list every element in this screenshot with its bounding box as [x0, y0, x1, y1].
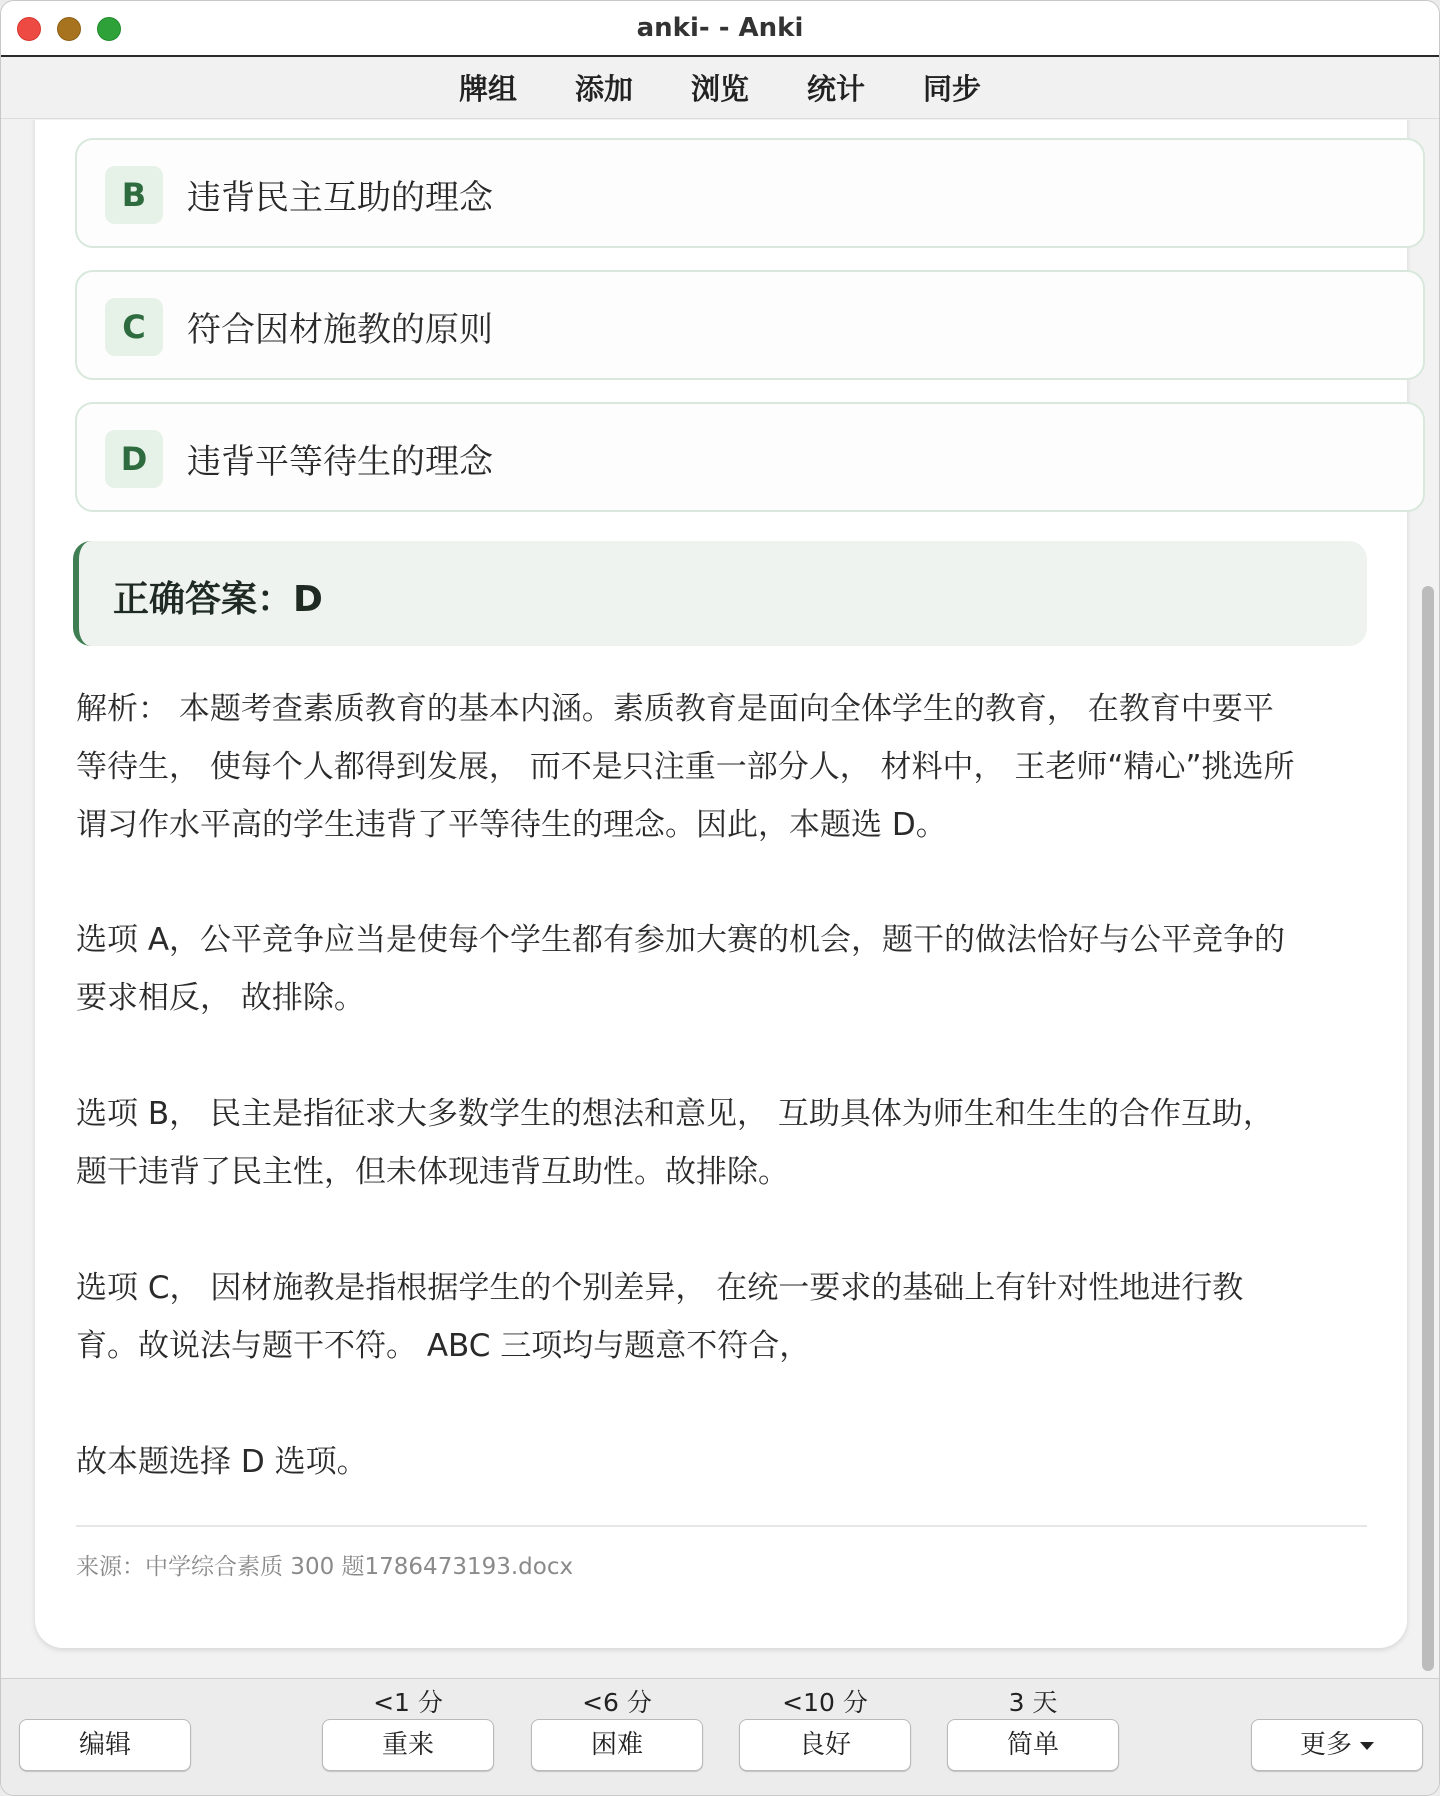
option-text: 符合因材施教的原则 — [187, 310, 493, 350]
hard-interval: <6 分 — [582, 1688, 652, 1717]
more-label: 更多 — [1299, 1730, 1352, 1760]
again-interval: <1 分 — [373, 1688, 443, 1717]
explanation-line: 育。故说法与题干不符。 ABC 三项均与题意不符合， — [76, 1328, 811, 1364]
option-c — [75, 270, 1425, 380]
correct-answer-box — [73, 541, 1367, 646]
explanation-line: 要求相反， 故排除。 — [76, 980, 365, 1016]
explanation-line: 解析： 本题考查素质教育的基本内涵。素质教育是面向全体学生的教育， 在教育中要平 — [76, 691, 1274, 727]
main-toolbar — [1, 57, 1439, 119]
explanation-line: 选项 B， 民主是指征求大多数学生的想法和意见， 互助具体为师生和生生的合作互助， — [76, 1096, 1274, 1132]
explanation-paragraph — [76, 1085, 1376, 1201]
toolbar-sync[interactable]: 同步 — [923, 72, 982, 106]
hard-button[interactable]: 困难 — [531, 1719, 703, 1771]
explanation-line: 等待生， 使每个人都得到发展， 而不是只注重一部分人， 材料中， 王老师“精心”挑选所 — [76, 749, 1295, 785]
toolbar-stats[interactable]: 统计 — [807, 72, 866, 106]
title-bar — [1, 1, 1439, 57]
explanation-line: 故本题选择 D 选项。 — [76, 1444, 368, 1480]
option-text: 违背民主互助的理念 — [187, 178, 493, 218]
again-button[interactable]: 重来 — [322, 1719, 494, 1771]
good-button[interactable]: 良好 — [739, 1719, 911, 1771]
easy-button[interactable]: 简单 — [947, 1719, 1119, 1771]
toolbar-browse[interactable]: 浏览 — [690, 72, 749, 106]
scrollbar-thumb[interactable] — [1422, 586, 1434, 1671]
option-d — [75, 402, 1425, 512]
option-letter: B — [105, 166, 163, 224]
explanation-paragraph — [76, 1259, 1376, 1375]
chevron-down-icon — [1360, 1742, 1374, 1750]
explanation-line: 题干违背了民主性，但未体现违背互助性。故排除。 — [76, 1154, 789, 1190]
explanation-paragraph — [76, 911, 1376, 1027]
explanation-line: 选项 A，公平竞争应当是使每个学生都有参加大赛的机会，题干的做法恰好与公平竞争的 — [76, 922, 1286, 958]
window-title: anki- - Anki — [636, 13, 804, 43]
explanation-line: 选项 C， 因材施教是指根据学生的个别差异， 在统一要求的基础上有针对性地进行教 — [76, 1270, 1244, 1306]
option-letter: D — [105, 430, 163, 488]
correct-answer-label: 正确答案：D — [113, 579, 323, 620]
explanation-line: 谓习作水平高的学生违背了平等待生的理念。因此，本题选 D。 — [76, 807, 947, 843]
toolbar-add[interactable]: 添加 — [574, 72, 633, 106]
good-interval: <10 分 — [782, 1688, 868, 1717]
explanation-paragraph — [76, 680, 1376, 854]
explanation-paragraph — [76, 1433, 1376, 1491]
more-button[interactable] — [1251, 1719, 1423, 1771]
option-letter: C — [105, 298, 163, 356]
option-b — [75, 138, 1425, 248]
easy-interval: 3 天 — [1008, 1688, 1058, 1717]
toolbar-decks[interactable]: 牌组 — [458, 72, 517, 106]
answer-bar — [1, 1678, 1439, 1796]
review-area[interactable] — [1, 120, 1440, 1676]
source-text: 来源：中学综合素质 300 题1786473193.docx — [76, 1554, 574, 1580]
edit-button[interactable]: 编辑 — [19, 1719, 191, 1771]
option-text: 违背平等待生的理念 — [187, 442, 493, 482]
source-divider — [76, 1525, 1367, 1527]
